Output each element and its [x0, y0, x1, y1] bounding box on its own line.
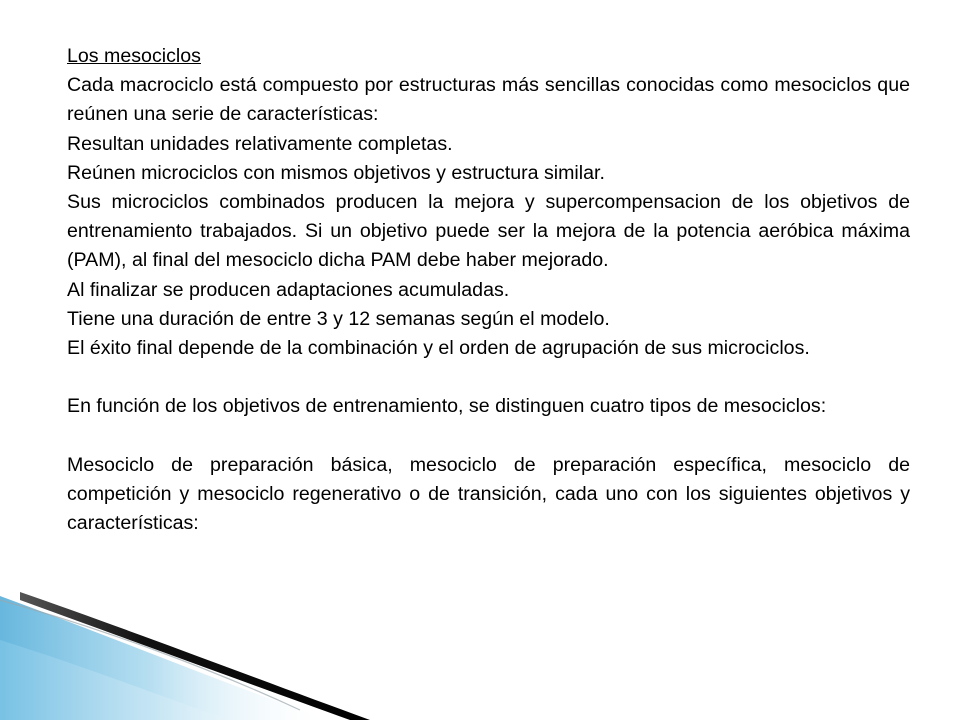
types-intro: En función de los objetivos de entrenamiento, se distinguen cuatro tipos de mesociclos:: [67, 395, 827, 418]
spacer: [67, 422, 910, 451]
characteristic-1: Resultan unidades relativamente completas.: [67, 132, 453, 155]
characteristic-4: Al finalizar se producen adaptaciones acumuladas.: [67, 278, 510, 301]
types-list: Mesociclo de preparación básica, mesociclo de preparación específica, mesociclo de competición y mesociclo regenerativo o de transición, cada uno con los siguientes objetivos y características:: [67, 453, 910, 535]
slide-title: Los mesociclos: [67, 45, 201, 67]
characteristic-3: Sus microciclos combinados producen la mejora y supercompensacion de los objetivos de entrenamiento trabajados. Si un objetivo puede ser la mejora de la potencia aeróbica máxima (PAM), al final del mesociclo dicha PAM debe haber mejorado.: [67, 191, 910, 272]
swoosh-grey-highlight: [0, 600, 300, 710]
characteristic-5: Tiene una duración de entre 3 y 12 semanas según el modelo.: [67, 307, 610, 330]
swoosh-blue-band: [0, 596, 330, 720]
swoosh-dark-stroke: [20, 592, 370, 720]
text-body: [67, 42, 910, 538]
intro-paragraph: Cada macrociclo está compuesto por estructuras más sencillas conocidas como mesociclos que reúnen una serie de características:: [67, 74, 910, 126]
characteristic-6: El éxito final depende de la combinación y el orden de agrupación de sus microciclos.: [67, 337, 810, 360]
spacer: [67, 363, 910, 392]
characteristic-2: Reúnen microciclos con mismos objetivos y estructura similar.: [67, 161, 605, 184]
swoosh-blue-band-inner: [0, 640, 230, 720]
